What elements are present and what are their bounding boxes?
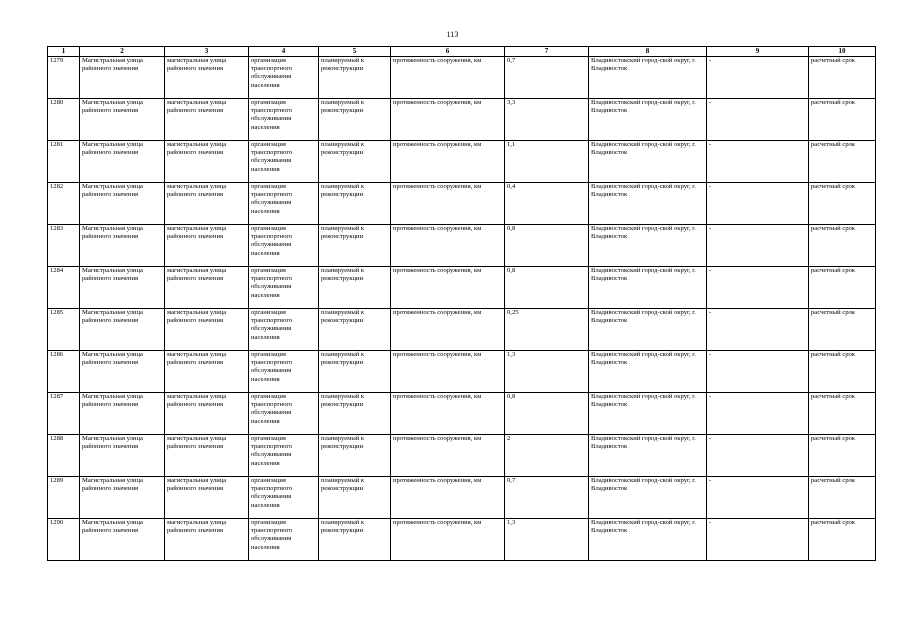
column-header: 7 (505, 47, 589, 57)
object-name-cell: Магистральная улица районного значения (80, 309, 165, 351)
value-cell: 0,8 (505, 267, 589, 309)
object-type-cell: магистральная улица районного значения (165, 519, 249, 561)
location-cell: Владивостокский город-ской округ, г. Владивосток (589, 519, 707, 561)
object-type-cell: магистральная улица районного значения (165, 309, 249, 351)
status-cell: планируемый к реконструкции (319, 99, 391, 141)
status-cell: планируемый к реконструкции (319, 309, 391, 351)
purpose-cell: организация транспортного обслуживания населения (249, 183, 319, 225)
status-cell: планируемый к реконструкции (319, 393, 391, 435)
row-number-cell: 1280 (48, 99, 80, 141)
zone-cell: - (707, 309, 809, 351)
purpose-cell: организация транспортного обслуживания населения (249, 519, 319, 561)
location-cell: Владивостокский город-ской округ, г. Владивосток (589, 309, 707, 351)
location-cell: Владивостокский город-ской округ, г. Владивосток (589, 57, 707, 99)
characteristic-cell: протяженность сооружения, км (391, 267, 505, 309)
term-cell: расчетный срок (809, 99, 876, 141)
object-type-cell: магистральная улица районного значения (165, 351, 249, 393)
value-cell: 1,1 (505, 141, 589, 183)
status-cell: планируемый к реконструкции (319, 519, 391, 561)
characteristic-cell: протяженность сооружения, км (391, 351, 505, 393)
location-cell: Владивостокский город-ской округ, г. Владивосток (589, 393, 707, 435)
object-type-cell: магистральная улица районного значения (165, 225, 249, 267)
location-cell: Владивостокский город-ской округ, г. Владивосток (589, 477, 707, 519)
value-cell: 2 (505, 435, 589, 477)
column-header: 9 (707, 47, 809, 57)
term-cell: расчетный срок (809, 57, 876, 99)
column-header: 4 (249, 47, 319, 57)
column-header: 6 (391, 47, 505, 57)
value-cell: 0,8 (505, 393, 589, 435)
column-header: 1 (48, 47, 80, 57)
zone-cell: - (707, 435, 809, 477)
value-cell: 0,25 (505, 309, 589, 351)
characteristic-cell: протяженность сооружения, км (391, 57, 505, 99)
table-row (48, 351, 876, 393)
status-cell: планируемый к реконструкции (319, 57, 391, 99)
object-type-cell: магистральная улица районного значения (165, 57, 249, 99)
row-number-cell: 1284 (48, 267, 80, 309)
term-cell: расчетный срок (809, 477, 876, 519)
page-number: 113 (446, 30, 459, 39)
row-number-cell: 1288 (48, 435, 80, 477)
value-cell: 0,4 (505, 183, 589, 225)
purpose-cell: организация транспортного обслуживания населения (249, 393, 319, 435)
purpose-cell: организация транспортного обслуживания населения (249, 99, 319, 141)
table-row (48, 99, 876, 141)
term-cell: расчетный срок (809, 519, 876, 561)
row-number-cell: 1285 (48, 309, 80, 351)
row-number-cell: 1282 (48, 183, 80, 225)
table-row (48, 477, 876, 519)
value-cell: 0,7 (505, 477, 589, 519)
term-cell: расчетный срок (809, 435, 876, 477)
object-name-cell: Магистральная улица районного значения (80, 351, 165, 393)
table-row (48, 183, 876, 225)
characteristic-cell: протяженность сооружения, км (391, 477, 505, 519)
zone-cell: - (707, 225, 809, 267)
row-number-cell: 1289 (48, 477, 80, 519)
value-cell: 0,8 (505, 225, 589, 267)
status-cell: планируемый к реконструкции (319, 267, 391, 309)
purpose-cell: организация транспортного обслуживания населения (249, 309, 319, 351)
zone-cell: - (707, 477, 809, 519)
header-row (48, 47, 876, 57)
object-name-cell: Магистральная улица районного значения (80, 99, 165, 141)
table-row (48, 393, 876, 435)
location-cell: Владивостокский город-ской округ, г. Владивосток (589, 267, 707, 309)
column-header: 8 (589, 47, 707, 57)
location-cell: Владивостокский город-ской округ, г. Владивосток (589, 99, 707, 141)
object-type-cell: магистральная улица районного значения (165, 141, 249, 183)
characteristic-cell: протяженность сооружения, км (391, 435, 505, 477)
characteristic-cell: протяженность сооружения, км (391, 225, 505, 267)
object-name-cell: Магистральная улица районного значения (80, 393, 165, 435)
zone-cell: - (707, 57, 809, 99)
term-cell: расчетный срок (809, 183, 876, 225)
value-cell: 1,3 (505, 351, 589, 393)
row-number-cell: 1287 (48, 393, 80, 435)
characteristic-cell: протяженность сооружения, км (391, 519, 505, 561)
object-type-cell: магистральная улица районного значения (165, 435, 249, 477)
object-type-cell: магистральная улица районного значения (165, 99, 249, 141)
object-name-cell: Магистральная улица районного значения (80, 57, 165, 99)
characteristic-cell: протяженность сооружения, км (391, 99, 505, 141)
value-cell: 3,3 (505, 99, 589, 141)
purpose-cell: организация транспортного обслуживания населения (249, 351, 319, 393)
term-cell: расчетный срок (809, 351, 876, 393)
status-cell: планируемый к реконструкции (319, 141, 391, 183)
object-name-cell: Магистральная улица районного значения (80, 519, 165, 561)
object-type-cell: магистральная улица районного значения (165, 183, 249, 225)
zone-cell: - (707, 393, 809, 435)
characteristic-cell: протяженность сооружения, км (391, 393, 505, 435)
characteristic-cell: протяженность сооружения, км (391, 141, 505, 183)
object-type-cell: магистральная улица районного значения (165, 477, 249, 519)
row-number-cell: 1283 (48, 225, 80, 267)
table-row (48, 267, 876, 309)
characteristic-cell: протяженность сооружения, км (391, 309, 505, 351)
object-type-cell: магистральная улица районного значения (165, 393, 249, 435)
purpose-cell: организация транспортного обслуживания населения (249, 267, 319, 309)
purpose-cell: организация транспортного обслуживания населения (249, 225, 319, 267)
table-row (48, 309, 876, 351)
purpose-cell: организация транспортного обслуживания населения (249, 141, 319, 183)
purpose-cell: организация транспортного обслуживания населения (249, 57, 319, 99)
row-number-cell: 1279 (48, 57, 80, 99)
location-cell: Владивостокский город-ской округ, г. Владивосток (589, 141, 707, 183)
object-name-cell: Магистральная улица районного значения (80, 183, 165, 225)
column-header: 3 (165, 47, 249, 57)
location-cell: Владивостокский город-ской округ, г. Владивосток (589, 183, 707, 225)
term-cell: расчетный срок (809, 267, 876, 309)
status-cell: планируемый к реконструкции (319, 351, 391, 393)
status-cell: планируемый к реконструкции (319, 183, 391, 225)
table-body (48, 57, 876, 561)
value-cell: 1,3 (505, 519, 589, 561)
characteristic-cell: протяженность сооружения, км (391, 183, 505, 225)
column-header: 10 (809, 47, 876, 57)
term-cell: расчетный срок (809, 225, 876, 267)
term-cell: расчетный срок (809, 141, 876, 183)
table-row (48, 141, 876, 183)
object-name-cell: Магистральная улица районного значения (80, 267, 165, 309)
row-number-cell: 1290 (48, 519, 80, 561)
registry-table (47, 46, 876, 561)
zone-cell: - (707, 351, 809, 393)
purpose-cell: организация транспортного обслуживания населения (249, 477, 319, 519)
location-cell: Владивостокский город-ской округ, г. Владивосток (589, 435, 707, 477)
table-row (48, 57, 876, 99)
status-cell: планируемый к реконструкции (319, 435, 391, 477)
value-cell: 0,7 (505, 57, 589, 99)
object-name-cell: Магистральная улица районного значения (80, 141, 165, 183)
column-header: 5 (319, 47, 391, 57)
zone-cell: - (707, 267, 809, 309)
term-cell: расчетный срок (809, 393, 876, 435)
row-number-cell: 1286 (48, 351, 80, 393)
object-name-cell: Магистральная улица районного значения (80, 477, 165, 519)
status-cell: планируемый к реконструкции (319, 225, 391, 267)
table-row (48, 519, 876, 561)
table-row (48, 225, 876, 267)
zone-cell: - (707, 183, 809, 225)
column-header: 2 (80, 47, 165, 57)
zone-cell: - (707, 519, 809, 561)
zone-cell: - (707, 141, 809, 183)
location-cell: Владивостокский город-ской округ, г. Владивосток (589, 225, 707, 267)
object-name-cell: Магистральная улица районного значения (80, 225, 165, 267)
object-name-cell: Магистральная улица районного значения (80, 435, 165, 477)
status-cell: планируемый к реконструкции (319, 477, 391, 519)
location-cell: Владивостокский город-ской округ, г. Владивосток (589, 351, 707, 393)
object-type-cell: магистральная улица районного значения (165, 267, 249, 309)
term-cell: расчетный срок (809, 309, 876, 351)
table-row (48, 435, 876, 477)
zone-cell: - (707, 99, 809, 141)
row-number-cell: 1281 (48, 141, 80, 183)
purpose-cell: организация транспортного обслуживания населения (249, 435, 319, 477)
